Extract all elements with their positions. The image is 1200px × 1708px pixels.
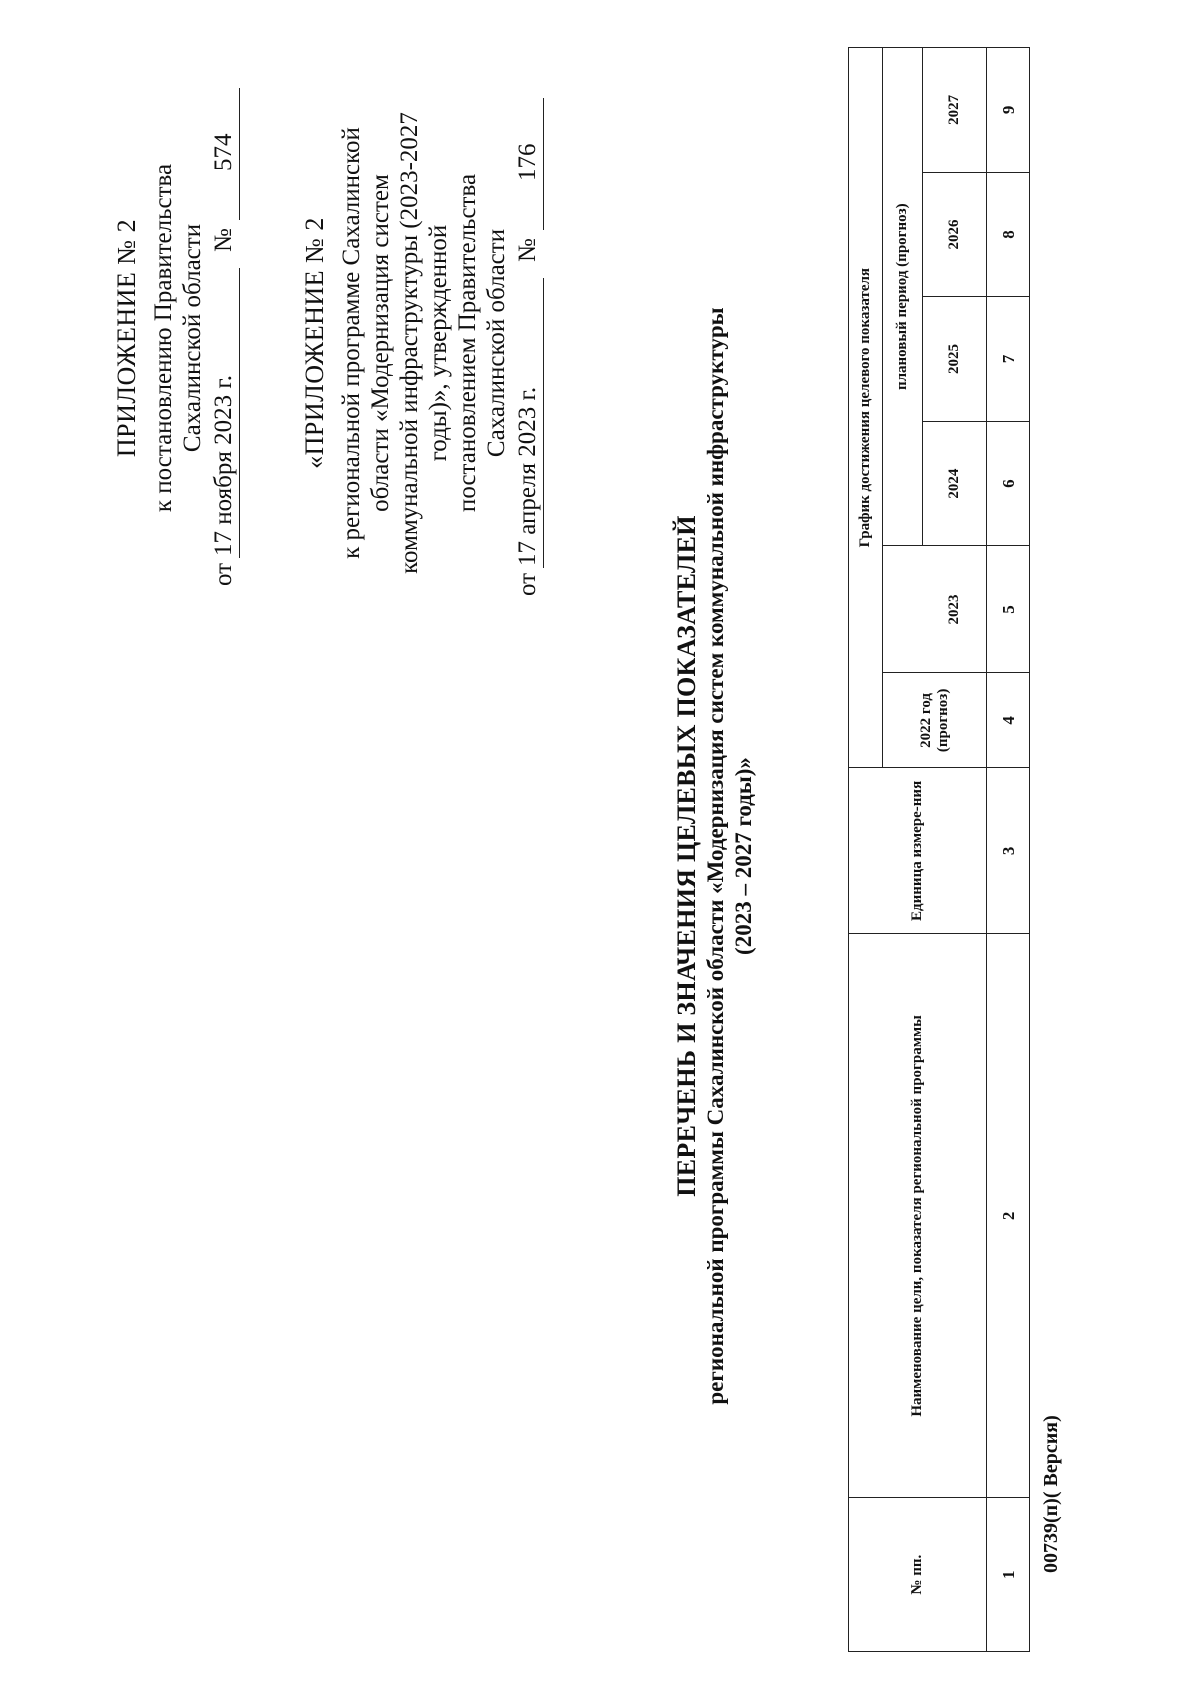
appendix-old-line-6: Сахалинской области: [483, 228, 510, 458]
header-year-2023: 2023: [923, 546, 987, 673]
appendix-old-line-4: годы)», утвержденной: [425, 224, 452, 462]
appendix-old-line-1: к региональной программе Сахалинской: [338, 127, 365, 559]
column-number-2: 2: [987, 934, 1030, 1498]
header-base-year: 2022 год (прогноз): [883, 673, 987, 768]
appendix-new-no-label: №: [210, 228, 237, 252]
column-number-6: 6: [987, 421, 1030, 546]
appendix-new-number: 574: [210, 133, 237, 171]
document-title: [672, 56, 758, 1656]
appendix-new-line-2: Сахалинской области: [179, 223, 206, 453]
column-number-1: 1: [987, 1498, 1030, 1652]
appendix-old-date: 17 апреля 2023 г.: [514, 386, 541, 566]
header-planned-period: плановый период (прогноз): [883, 48, 923, 546]
appendix-old-title: «ПРИЛОЖЕНИЕ № 2: [300, 217, 329, 469]
document-title-line-3: (2023 – 2027 годы)»: [731, 757, 756, 955]
appendix-old-line-3: коммунальной инфраструктуры (2023-2027: [396, 112, 423, 574]
appendix-new-date: 17 ноября 2023 г.: [210, 374, 237, 556]
appendix-new-block: [112, 78, 239, 598]
column-number-4: 4: [987, 673, 1030, 768]
appendix-old-number: 176: [514, 143, 541, 181]
header-year-2025: 2025: [923, 297, 987, 422]
header-year-2027: 2027: [923, 48, 987, 173]
header-schedule: График достижения целевого показателя: [849, 48, 883, 768]
appendix-old-line-2: области «Модернизация систем: [367, 174, 394, 512]
document-title-line-1: ПЕРЕЧЕНЬ И ЗНАЧЕНИЯ ЦЕЛЕВЫХ ПОКАЗАТЕЛЕЙ: [672, 515, 701, 1197]
column-number-5: 5: [987, 546, 1030, 673]
appendix-old-no-label: №: [514, 238, 541, 262]
column-number-9: 9: [987, 48, 1030, 173]
appendix-old-line-5: постановлением Правительства: [454, 173, 481, 513]
header-unit: Единица измере-ния: [849, 768, 987, 934]
header-num: № пп.: [849, 1498, 987, 1652]
appendix-new-line-1: к постановлению Правительства: [150, 163, 177, 513]
appendix-new-from-label: от: [210, 562, 237, 586]
header-name: Наименование цели, показателя региональной программы: [849, 934, 987, 1498]
column-numbers-row: [987, 48, 1030, 1652]
appendix-old-dateline: [513, 78, 543, 608]
column-number-8: 8: [987, 172, 1030, 297]
appendix-new-dateline: [209, 78, 239, 598]
appendix-old-block: [300, 78, 543, 608]
appendix-old-from-label: от: [514, 572, 541, 596]
header-year-2026: 2026: [923, 172, 987, 297]
appendix-new-title: ПРИЛОЖЕНИЕ № 2: [112, 218, 141, 458]
footer-code: 00739(п)( Версия): [1040, 1415, 1062, 1573]
header-year-2024: 2024: [923, 421, 987, 546]
document-title-line-2: региональной программы Сахалинской области «Модернизация систем коммунальной инфраструктуры: [703, 307, 728, 1405]
column-number-7: 7: [987, 297, 1030, 422]
targets-table: [848, 47, 1030, 1652]
column-number-3: 3: [987, 768, 1030, 934]
